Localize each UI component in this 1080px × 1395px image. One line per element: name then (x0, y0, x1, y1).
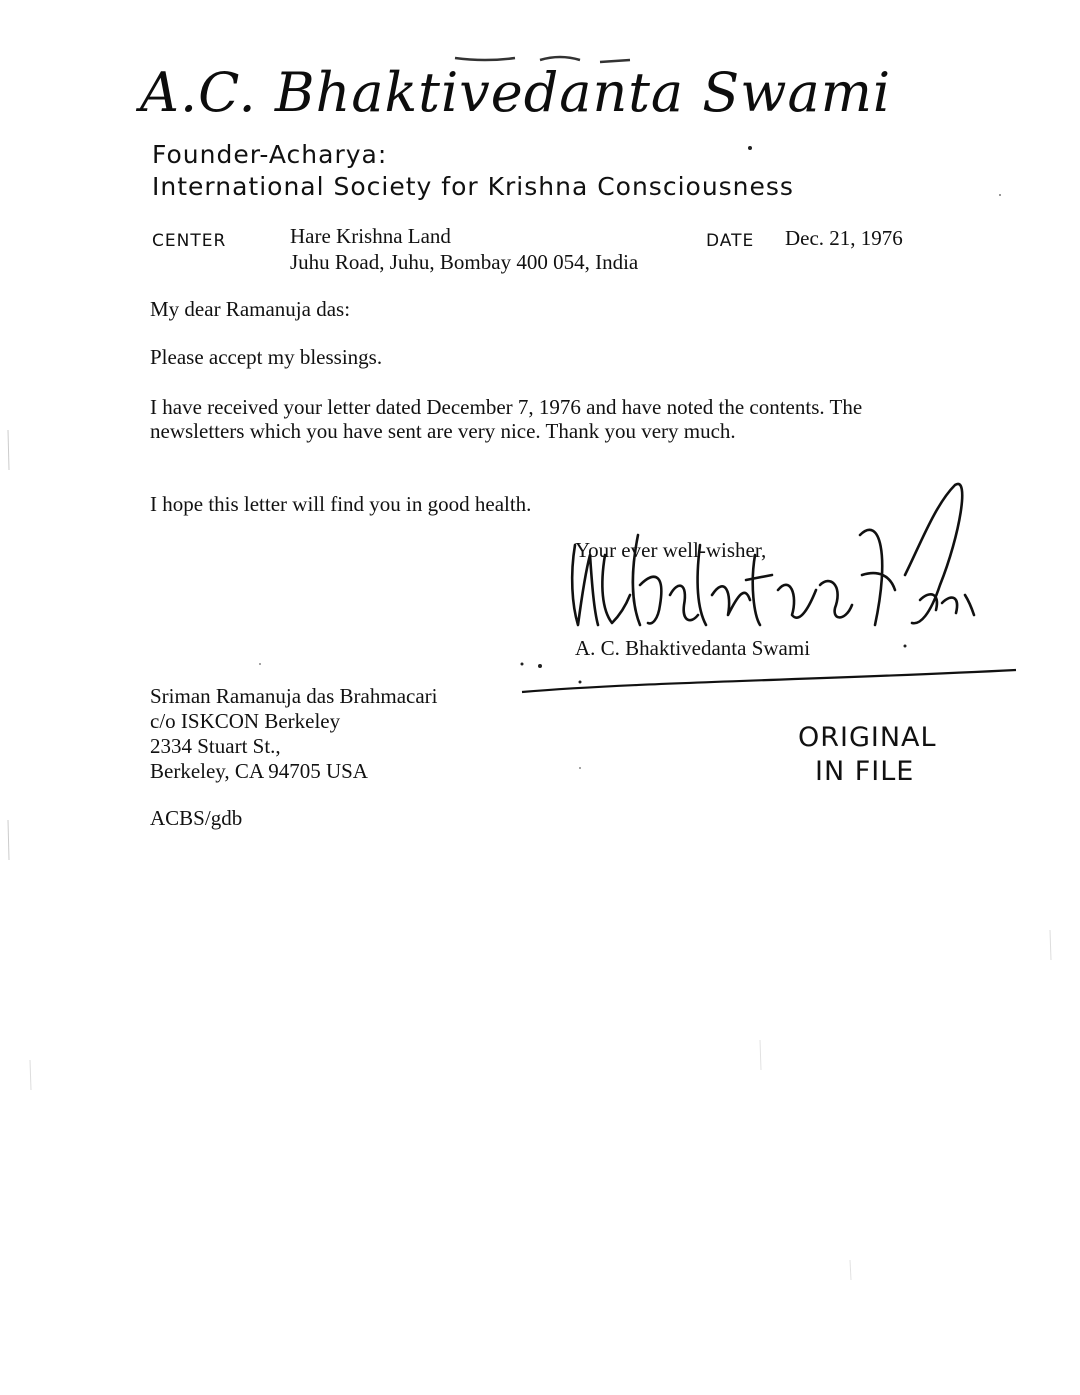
closing: Your ever well-wisher, (575, 538, 767, 562)
recipient-line-3: 2334 Stuart St., (150, 734, 281, 758)
date-label: DATE (706, 231, 755, 251)
date-value: Dec. 21, 1976 (785, 226, 903, 250)
signer-name: A. C. Bhaktivedanta Swami (575, 636, 811, 660)
reference-initials: ACBS/gdb (150, 806, 243, 830)
stamp-line-2: IN FILE (815, 756, 915, 787)
center-label: CENTER (152, 231, 227, 251)
letterhead-founder: Founder-Acharya: (152, 140, 388, 169)
center-line-2: Juhu Road, Juhu, Bombay 400 054, India (290, 250, 639, 274)
recipient-line-1: Sriman Ramanuja das Brahmacari (150, 684, 438, 708)
center-line-1: Hare Krishna Land (290, 224, 451, 248)
letterhead-title: A.C. Bhaktivedanta Swami (140, 61, 892, 124)
salutation: My dear Ramanuja das: (150, 297, 351, 321)
blessing: Please accept my blessings. (150, 345, 383, 369)
recipient-line-2: c/o ISKCON Berkeley (150, 709, 341, 733)
letterhead-society: International Society for Krishna Consciousness (152, 172, 794, 201)
stamp-line-1: ORIGINAL (798, 722, 937, 753)
recipient-line-4: Berkeley, CA 94705 USA (150, 759, 368, 783)
signature-rule (520, 660, 1020, 700)
body-paragraph-2: I hope this letter will find you in good health. (150, 492, 532, 516)
body-paragraph-1: I have received your letter dated December 7, 1976 and have noted the contents. The newsletters which you have sent are very nice. Thank you very much. (150, 395, 863, 443)
